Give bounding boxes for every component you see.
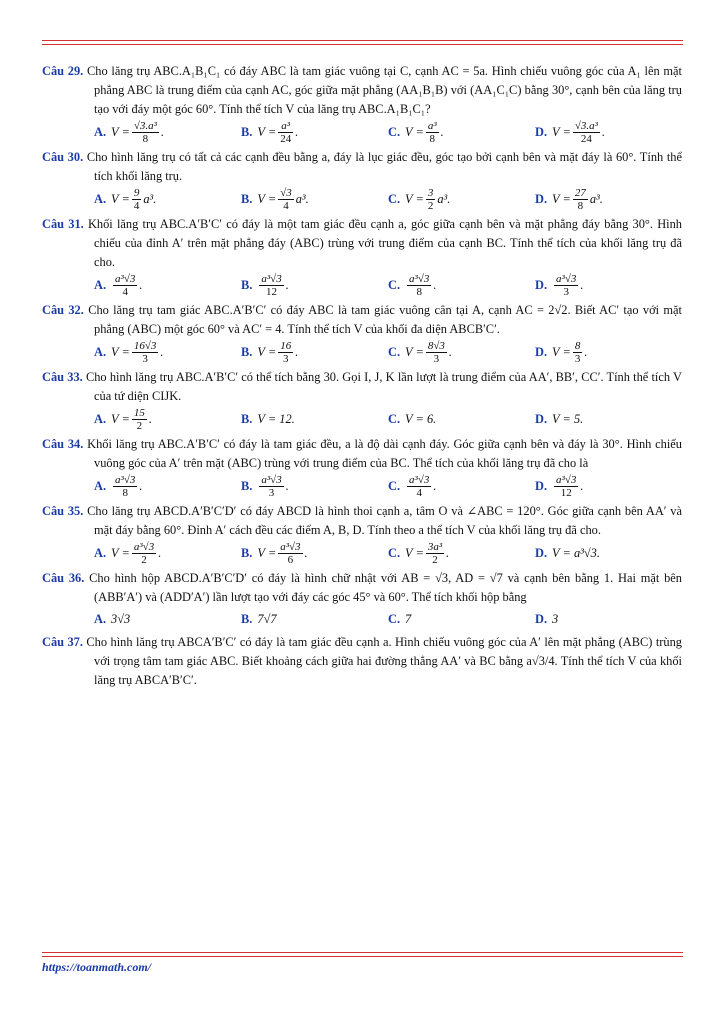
- choice-suffix: .: [295, 345, 299, 359]
- answer-choice-d[interactable]: [535, 410, 682, 429]
- question-31: [42, 215, 682, 298]
- fraction-numerator: 27: [574, 187, 586, 199]
- fraction-numerator: 3: [427, 187, 434, 199]
- question-30: [42, 148, 682, 212]
- fraction-numerator: 8√3: [427, 340, 445, 352]
- answer-choice-b[interactable]: [241, 474, 388, 499]
- question-text: Khối lăng trụ ABC.A′B′C′ có đáy là một tam giác đều cạnh a, góc giữa cạnh bên và mặt phẳng đáy bằng 30°. Hình chiếu của đỉnh A′ trên mặt phẳng đáy (ABC) trùng với trung điểm của cạnh BC. Tính thể tích của khối lăng trụ đã cho.: [87, 217, 682, 269]
- fraction-denominator: 2: [136, 420, 143, 432]
- question-text: Cho lăng trụ tam giác ABC.A′B′C′ có đáy ABC là tam giác vuông cân tại A, cạnh AC = 2√2. Biết AC′ tạo với mặt phẳng (ABC) một góc 60° và AC′ = 4. Tính thể tích V của khối đa diện ABCB′C′.: [88, 303, 682, 336]
- fraction-denominator: 2: [432, 554, 438, 566]
- choice-expression: 7√7: [257, 611, 277, 626]
- answer-choices: [42, 187, 682, 212]
- fraction: [554, 474, 578, 499]
- choice-letter: D.: [535, 479, 548, 493]
- fraction-denominator: 4: [416, 487, 422, 499]
- choice-letter: C.: [388, 479, 401, 493]
- fraction: [259, 273, 283, 298]
- choice-letter: B.: [241, 546, 253, 560]
- fraction: [573, 340, 583, 365]
- choice-expression: V = 12.: [257, 412, 295, 426]
- fraction-numerator: 9: [133, 187, 140, 199]
- question-text: Cho hình lăng trụ ABC.A′B′C′ có thể tích bằng 30. Gọi I, J, K lần lượt là trung điểm của AA′, BB′, CC′. Tính thể tích V của tứ diện CIJK.: [85, 370, 682, 403]
- fraction: [278, 120, 293, 145]
- choice-letter: D.: [535, 278, 548, 292]
- question-label: Câu 32.: [42, 303, 84, 317]
- question-label: Câu 29.: [42, 64, 84, 78]
- choice-suffix: .: [139, 479, 143, 493]
- question-stem: [42, 301, 682, 339]
- choice-suffix: .: [285, 278, 289, 292]
- choice-letter: A.: [94, 412, 107, 426]
- fraction-numerator: a³√3: [280, 541, 301, 553]
- choice-expression: V = 5.: [552, 412, 584, 426]
- fraction-denominator: 2: [141, 554, 147, 566]
- question-label: Câu 31.: [42, 217, 84, 231]
- choice-expression: V =: [111, 345, 130, 359]
- fraction: [113, 474, 137, 499]
- fraction-numerator: a³√3: [261, 474, 282, 486]
- question-text: Cho lăng trụ ABCD.A′B′C′D′ có đáy ABCD là hình thoi cạnh a, tâm O và ∠ABC = 120°. Góc giữa cạnh bên AA′ và mặt đáy bằng 60°. Đỉnh A′ cách đều các điểm A, B, D. Tính theo a thể tích V của khối lăng trụ đã cho.: [87, 504, 683, 537]
- choice-suffix: a³.: [143, 192, 157, 206]
- fraction: [259, 474, 283, 499]
- choice-expression: V =: [552, 192, 571, 206]
- answer-choice-a[interactable]: [94, 474, 241, 499]
- choice-letter: B.: [241, 479, 253, 493]
- choice-suffix: .: [580, 479, 584, 493]
- fraction-denominator: 3: [282, 353, 289, 365]
- choice-expression: V =: [405, 192, 424, 206]
- choice-letter: C.: [388, 125, 401, 139]
- choice-letter: A.: [94, 479, 107, 493]
- fraction: [407, 273, 431, 298]
- fraction-denominator: 8: [142, 133, 149, 145]
- choice-letter: C.: [388, 345, 401, 359]
- fraction-numerator: √3: [280, 187, 292, 199]
- choice-suffix: .: [160, 125, 165, 139]
- fraction-numerator: a³√3: [115, 474, 136, 486]
- fraction: [132, 541, 156, 566]
- fraction-denominator: 3: [268, 487, 275, 499]
- fraction-numerator: √3.a³: [574, 120, 598, 132]
- choice-letter: A.: [94, 278, 107, 292]
- choice-suffix: .: [446, 546, 450, 560]
- answer-choices: [42, 407, 682, 432]
- choice-expression: V =: [257, 345, 277, 359]
- answer-choice-a[interactable]: [94, 187, 241, 212]
- question-29: [42, 62, 682, 145]
- fraction-numerator: a³√3: [115, 273, 136, 285]
- answer-choice-b[interactable]: [241, 541, 388, 566]
- answer-choice-c[interactable]: [388, 187, 535, 212]
- choice-letter: D.: [535, 412, 548, 426]
- footer-link[interactable]: https://toanmath.com/: [42, 960, 152, 974]
- fraction: [554, 273, 578, 298]
- question-text: Cho hình hộp ABCD.A′B′C′D′ có đáy là hình chữ nhật với AB = √3, AD = √7 và cạnh bên bằng 1. Hai mặt bên (ABB′A′) và (ADD′A′) lần lượt tạo với đáy các góc 45° và 60°. Thể tích khối hộp bằng: [89, 571, 682, 604]
- question-37: [42, 633, 682, 690]
- choice-expression: 7: [405, 611, 412, 626]
- choice-letter: A.: [94, 345, 107, 359]
- answer-choice-d[interactable]: [535, 120, 682, 145]
- answer-choice-c[interactable]: [388, 541, 535, 566]
- question-stem: [42, 148, 682, 186]
- bottom-rule: [42, 952, 683, 953]
- answer-choices: [42, 541, 682, 566]
- choice-suffix: .: [584, 345, 588, 359]
- answer-choice-d[interactable]: [535, 474, 682, 499]
- answer-choices: [42, 120, 682, 145]
- fraction-numerator: a³√3: [556, 474, 577, 486]
- fraction-numerator: a³√3: [409, 474, 430, 486]
- fraction-denominator: 8: [577, 200, 584, 212]
- fraction-denominator: 3: [433, 353, 440, 365]
- fraction: [573, 187, 588, 212]
- choice-letter: C.: [388, 412, 401, 426]
- fraction-numerator: 15: [133, 407, 145, 419]
- fraction: [132, 340, 159, 365]
- fraction: [132, 187, 142, 212]
- choice-suffix: .: [448, 345, 453, 359]
- choice-letter: A.: [94, 125, 107, 139]
- question-label: Câu 34.: [42, 437, 84, 451]
- question-stem: [42, 368, 682, 406]
- fraction-numerator: a³√3: [556, 273, 577, 285]
- question-stem: [42, 569, 682, 607]
- fraction: [132, 120, 159, 145]
- fraction-numerator: a³√3: [409, 273, 430, 285]
- answer-choice-a[interactable]: [94, 610, 241, 629]
- question-stem: [42, 62, 682, 119]
- question-label: Câu 37.: [42, 635, 83, 649]
- choice-letter: D.: [535, 125, 548, 139]
- fraction: [426, 187, 436, 212]
- fraction-denominator: 3: [574, 353, 581, 365]
- choice-letter: D.: [535, 345, 548, 359]
- fraction: [278, 340, 293, 365]
- answer-choice-d[interactable]: [535, 610, 682, 629]
- question-stem: [42, 435, 682, 473]
- fraction-denominator: 3: [142, 353, 148, 365]
- choice-letter: C.: [388, 546, 401, 560]
- question-label: Câu 35.: [42, 504, 84, 518]
- answer-choice-d[interactable]: [535, 273, 682, 298]
- bottom-rule-thin: [42, 956, 683, 957]
- answer-choice-c[interactable]: [388, 610, 535, 629]
- choice-expression: V =: [405, 125, 424, 139]
- choice-letter: D.: [535, 611, 548, 626]
- choice-suffix: a³.: [589, 192, 603, 206]
- fraction-numerator: a³√3: [261, 273, 282, 285]
- answer-choice-c[interactable]: [388, 120, 535, 145]
- choice-suffix: .: [148, 412, 152, 426]
- answer-choice-d[interactable]: [535, 340, 682, 365]
- question-text: Khối lăng trụ ABC.A′B′C′ có đáy là tam giác đều, a là độ dài cạnh đáy. Góc giữa cạnh bên và đáy là 30°. Hình chiếu vuông góc của A′ trên mặt (ABC) trùng với trung điểm của BC. Thể tích của khối lăng trụ đã cho là: [87, 437, 682, 470]
- fraction-numerator: √3.a³: [133, 120, 157, 132]
- question-32: [42, 301, 682, 365]
- answer-choice-b[interactable]: [241, 187, 388, 212]
- choice-suffix: a³.: [437, 192, 451, 206]
- fraction-numerator: 8: [574, 340, 581, 352]
- fraction: [278, 541, 302, 566]
- choice-expression: V =: [111, 125, 130, 139]
- answer-choice-a[interactable]: [94, 407, 241, 432]
- choice-expression: V =: [111, 192, 130, 206]
- choice-expression: V =: [552, 345, 571, 359]
- question-stem: [42, 502, 682, 540]
- fraction: [573, 120, 600, 145]
- question-36: [42, 569, 682, 630]
- choice-letter: D.: [535, 546, 548, 560]
- choice-expression: 3: [552, 611, 559, 626]
- choice-letter: A.: [94, 192, 107, 206]
- choice-suffix: .: [440, 125, 444, 139]
- question-label: Câu 30.: [42, 150, 84, 164]
- answer-choice-b[interactable]: [241, 340, 388, 365]
- question-list: [42, 62, 682, 693]
- fraction: [407, 474, 431, 499]
- choice-suffix: .: [295, 125, 299, 139]
- fraction: [113, 273, 137, 298]
- choice-letter: D.: [535, 192, 548, 206]
- fraction: [132, 407, 147, 432]
- choice-letter: B.: [241, 192, 253, 206]
- choice-letter: B.: [241, 278, 253, 292]
- choice-expression: V =: [257, 546, 277, 560]
- answer-choice-b[interactable]: [241, 273, 388, 298]
- answer-choice-b[interactable]: [241, 610, 388, 629]
- fraction: [426, 541, 444, 566]
- choice-letter: B.: [241, 345, 253, 359]
- fraction-denominator: 12: [266, 286, 278, 298]
- question-label: Câu 33.: [42, 370, 83, 384]
- question-stem: [42, 633, 682, 690]
- top-rule-thin: [42, 44, 683, 45]
- answer-choice-c[interactable]: [388, 273, 535, 298]
- answer-choice-a[interactable]: [94, 273, 241, 298]
- choice-suffix: .: [433, 278, 437, 292]
- choice-suffix: .: [601, 125, 606, 139]
- choice-expression: V = 6.: [405, 412, 437, 426]
- fraction-denominator: 8: [416, 286, 422, 298]
- answer-choice-d[interactable]: [535, 187, 682, 212]
- choice-letter: C.: [388, 611, 401, 626]
- fraction-denominator: 3: [563, 286, 569, 298]
- fraction-denominator: 8: [122, 487, 128, 499]
- answer-choice-c[interactable]: [388, 474, 535, 499]
- question-label: Câu 36.: [42, 571, 85, 585]
- choice-expression: V =: [405, 345, 424, 359]
- choice-suffix: .: [304, 546, 308, 560]
- answer-choice-a[interactable]: [94, 541, 241, 566]
- answer-choice-c[interactable]: [388, 410, 535, 429]
- choice-expression: V =: [405, 546, 424, 560]
- choice-letter: C.: [388, 192, 401, 206]
- question-34: [42, 435, 682, 499]
- choice-letter: B.: [241, 412, 253, 426]
- choice-suffix: .: [139, 278, 143, 292]
- fraction-numerator: a³√3: [133, 541, 155, 553]
- choice-letter: A.: [94, 546, 107, 560]
- choice-expression: V =: [257, 125, 277, 139]
- answer-choice-b[interactable]: [241, 120, 388, 145]
- top-rule: [42, 40, 683, 41]
- fraction-denominator: 4: [283, 200, 289, 212]
- fraction: [426, 340, 447, 365]
- question-text: Cho hình lăng trụ ABCA′B′C′ có đáy là tam giác đều cạnh a. Hình chiếu vuông góc của A′ lên mặt phẳng (ABC) trùng với trọng tâm tam giác ABC. Biết khoảng cách giữa hai đường thẳng AA′ và BC bằng a√3/4. Tính thể tích V của khối lăng trụ ABCA′B′C′.: [86, 635, 682, 687]
- fraction-denominator: 24: [580, 133, 592, 145]
- choice-letter: B.: [241, 611, 253, 626]
- fraction-denominator: 12: [560, 487, 572, 499]
- choice-letter: B.: [241, 125, 253, 139]
- fraction-denominator: 4: [122, 286, 128, 298]
- choice-expression: V =: [111, 412, 130, 426]
- choice-suffix: .: [285, 479, 289, 493]
- question-33: [42, 368, 682, 432]
- choice-expression: V =: [111, 546, 130, 560]
- answer-choices: [42, 340, 682, 365]
- choice-suffix: .: [580, 278, 584, 292]
- question-text: Cho hình lăng trụ có tất cả các cạnh đều bằng a, đáy là lục giác đều, góc tạo bởi cạnh bên và mặt đáy là 60°. Tính thể tích khối lăng trụ.: [86, 150, 682, 183]
- answer-choices: [42, 608, 682, 630]
- answer-choice-c[interactable]: [388, 340, 535, 365]
- choice-expression: V = a³√3.: [552, 546, 600, 560]
- fraction-denominator: 6: [287, 554, 294, 566]
- fraction-denominator: 24: [280, 133, 292, 145]
- answer-choice-a[interactable]: [94, 120, 241, 145]
- answer-choice-a[interactable]: [94, 340, 241, 365]
- fraction: [278, 187, 294, 212]
- choice-suffix: .: [160, 345, 164, 359]
- choice-suffix: .: [158, 546, 162, 560]
- question-text: Cho lăng trụ ABC.A₁B₁C₁ có đáy ABC là tam giác vuông tại C, cạnh AC = 5a. Hình chiếu vuông góc của A₁ lên mặt phẳng ABC là trung điểm của cạnh AC, góc giữa mặt phẳng (AA₁B₁B) với (AA₁C₁C) bằng 30°, cạnh bên của lăng trụ tạo với đáy một góc 60°. Tính thể tích V của lăng trụ ABC.A₁B₁C₁?: [87, 64, 682, 116]
- choice-letter: A.: [94, 611, 107, 626]
- fraction-numerator: a³: [278, 120, 293, 133]
- answer-choices: [42, 474, 682, 499]
- answer-choices: [42, 273, 682, 298]
- fraction-denominator: 2: [427, 200, 434, 212]
- choice-letter: C.: [388, 278, 401, 292]
- answer-choice-b[interactable]: [241, 410, 388, 429]
- choice-expression: V =: [552, 125, 571, 139]
- fraction-numerator: a³: [427, 120, 437, 132]
- question-35: [42, 502, 682, 566]
- fraction-denominator: 4: [133, 200, 140, 212]
- fraction-numerator: 16: [280, 340, 292, 352]
- answer-choice-d[interactable]: [535, 544, 682, 563]
- fraction-numerator: 16√3: [133, 340, 157, 352]
- choice-suffix: .: [433, 479, 437, 493]
- choice-suffix: a³.: [295, 192, 309, 206]
- fraction-denominator: 8: [429, 133, 436, 145]
- question-stem: [42, 215, 682, 272]
- choice-expression: V =: [257, 192, 277, 206]
- choice-expression: 3√3: [111, 611, 131, 626]
- fraction-numerator: 3a³: [427, 541, 443, 553]
- fraction: [426, 120, 439, 145]
